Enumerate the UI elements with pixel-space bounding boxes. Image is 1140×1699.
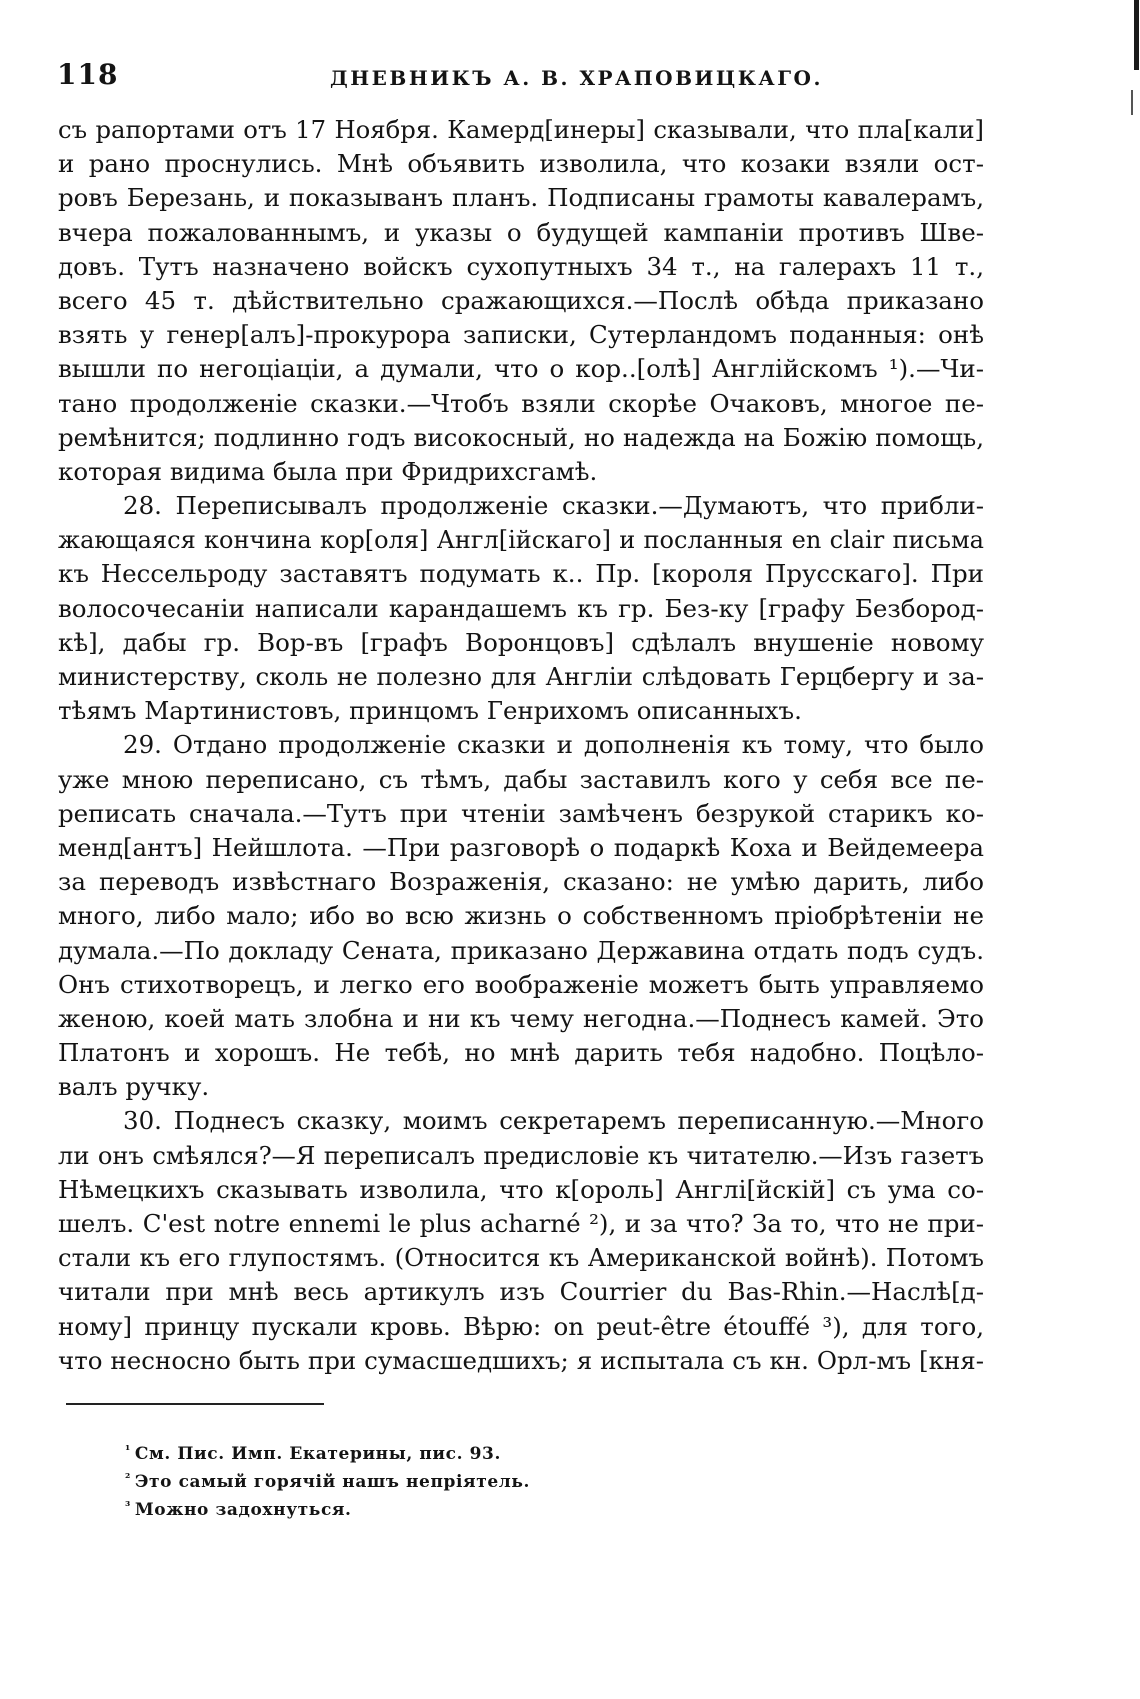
text-line: 30. Поднесъ сказку, моимъ секретаремъ переписанную.—Много (123, 1106, 984, 1136)
page-number: 118 (57, 58, 119, 91)
footnote-text: См. Пис. Имп. Екатерины, пис. 93. (134, 1444, 501, 1464)
text-line: женою, коей мать злобна и ни къ чему негодна.—Поднесъ камей. Это (58, 1003, 984, 1033)
text-line: уже мною переписано, съ тѣмъ, дабы заставилъ кого у себя все пе- (58, 764, 984, 794)
footnote-separator-rule (66, 1403, 324, 1405)
text-line: менд[антъ] Нейшлота. —При разговорѣ о подаркѣ Коха и Вейдемеера (58, 832, 984, 862)
text-line: за переводъ извѣстнаго Возраженія, сказано: не умѣю дарить, либо (58, 867, 984, 897)
text-line: и рано проснулись. Мнѣ объявить изволила, что козаки взяли ост- (58, 149, 984, 179)
text-line: много, либо мало; ибо во всю жизнь о собственномъ пріобрѣтеніи не (58, 901, 984, 931)
text-line: вышли по негоціаціи, а думали, что о кор..[олѣ] Англійскомъ ¹).—Чи- (58, 354, 984, 384)
text-line: реписать сначала.—Тутъ при чтеніи замѣченъ безрукой старикъ ко- (58, 798, 984, 828)
text-line: Платонъ и хорошъ. Не тебѣ, но мнѣ дарить тебя надобно. Поцѣло- (58, 1038, 984, 1068)
footnote-text: Можно задохнуться. (134, 1500, 352, 1520)
text-line: думала.—По докладу Сената, приказано Державина отдать подъ судъ. (58, 935, 984, 965)
text-line: ному] принцу пускали кровь. Вѣрю: on peut-être étouffé ³), для того, (58, 1311, 984, 1341)
text-line: которая видима была при Фридрихсгамѣ. (58, 456, 598, 486)
footnote (125, 1492, 825, 1520)
running-head: ДНЕВНИКЪ А. В. ХРАПОВИЦКАГО. (330, 66, 823, 90)
text-line: Нѣмецкихъ сказывать изволила, что к[ороль] Англі[йскій] съ ума со- (58, 1174, 984, 1204)
text-line: взять у генер[алъ]-прокурора записки, Сутерландомъ поданныя: онѣ (58, 320, 984, 350)
text-line: читали при мнѣ весь артикулъ изъ Courrier du Bas-Rhin.—Наслѣ[д- (58, 1277, 984, 1307)
footnote-mark: ¹ (125, 1443, 131, 1457)
text-line: валъ ручку. (58, 1072, 210, 1102)
body-text (58, 113, 984, 1378)
footnote-mark: ² (125, 1471, 131, 1485)
text-line: 28. Переписывалъ продолженіе сказки.—Думаютъ, что прибли- (123, 491, 984, 521)
text-line: ремѣнится; подлинно годъ високосный, но надежда на Божію помощь, (58, 422, 984, 452)
text-line: съ рапортами отъ 17 Ноября. Камерд[инеры] сказывали, что пла[кали] (58, 115, 984, 144)
text-line: къ Нессельроду заставятъ подумать к.. Пр. [короля Прусскаго]. При (58, 559, 984, 589)
text-line: шелъ. C'est notre ennemi le plus acharné ²), и за что? За то, что не при- (58, 1209, 984, 1238)
page-edge-mark-lower (1131, 90, 1133, 115)
footnote (125, 1464, 825, 1492)
text-line: довъ. Тутъ назначено войскъ сухопутныхъ 34 т., на галерахъ 11 т., (58, 251, 984, 281)
text-line: 29. Отдано продолженіе сказки и дополненія къ тому, что было (123, 730, 984, 760)
text-line: всего 45 т. дѣйствительно сражающихся.—Послѣ обѣда приказано (58, 285, 984, 315)
text-line: Онъ стихотворецъ, и легко его воображеніе можетъ быть управляемо (58, 969, 984, 999)
text-line: что несносно быть при сумасшедшихъ; я испытала съ кн. Орл-мъ [кня- (58, 1345, 984, 1375)
footnotes (125, 1436, 825, 1520)
text-line: тано продолженіе сказки.—Чтобъ взяли скорѣе Очаковъ, многое пе- (58, 388, 984, 418)
footnote-text: Это самый горячій нашъ непріятель. (134, 1472, 530, 1492)
text-line: стали къ его глупостямъ. (Относится къ Американской войнѣ). Потомъ (58, 1243, 984, 1273)
page-edge-mark (1134, 0, 1139, 70)
footnote-mark: ³ (125, 1499, 131, 1513)
text-line: ровъ Березань, и показыванъ планъ. Подписаны грамоты кавалерамъ, (58, 183, 984, 213)
text-line: министерству, сколь не полезно для Англіи слѣдовать Герцбергу и за- (58, 662, 984, 691)
text-line: вчера пожалованнымъ, и указы о будущей кампаніи противъ Шве- (58, 217, 984, 247)
text-line: ли онъ смѣялся?—Я переписалъ предисловіе къ читателю.—Изъ газетъ (58, 1141, 984, 1170)
text-line: кѣ], дабы гр. Вор-въ [графъ Воронцовъ] сдѣлалъ внушеніе новому (58, 627, 984, 657)
text-line: тѣямъ Мартинистовъ, принцомъ Генрихомъ описанныхъ. (58, 696, 802, 726)
text-line: жающаяся кончина кор[оля] Англ[ійскаго] и посланныя en clair письма (58, 526, 984, 555)
footnote (125, 1436, 825, 1464)
text-line: волосочесаніи написали карандашемъ къ гр. Без-ку [графу Безбород- (58, 593, 984, 623)
